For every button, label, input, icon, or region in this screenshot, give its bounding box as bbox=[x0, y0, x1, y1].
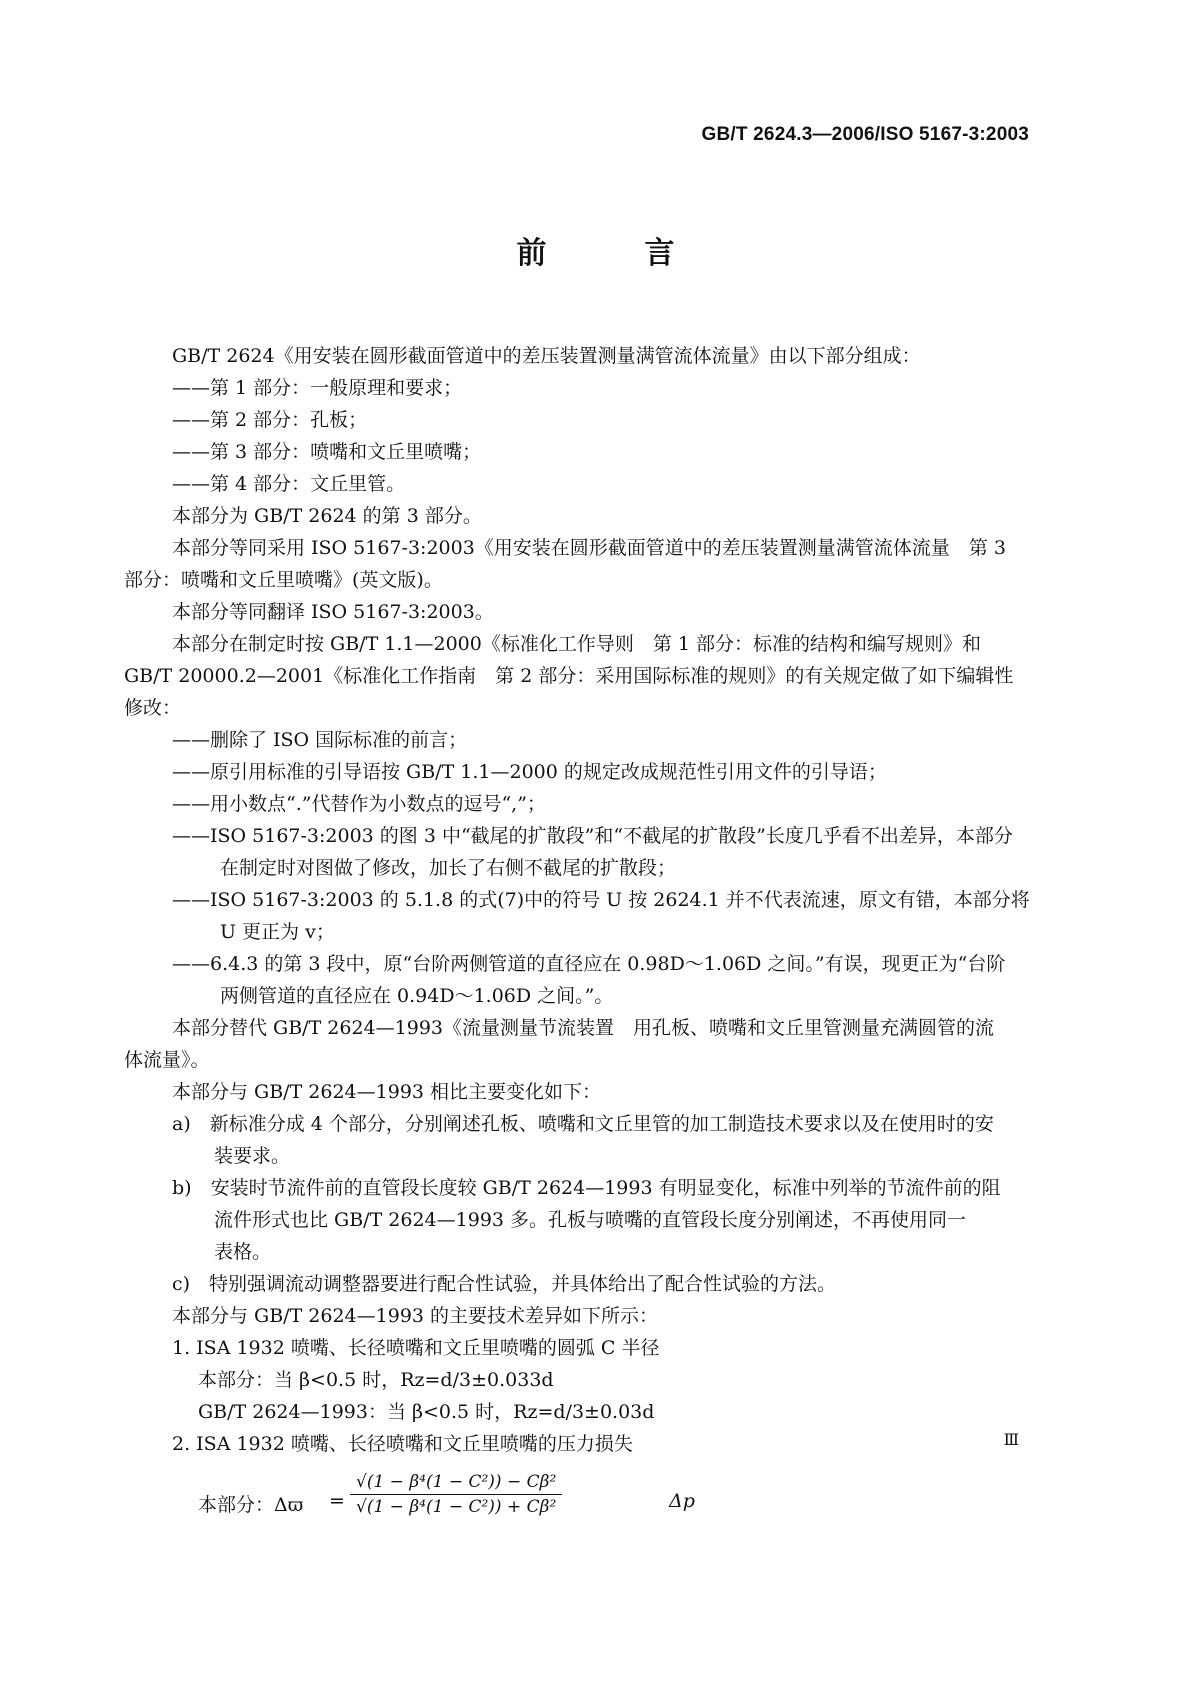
formula-factor: Δp bbox=[669, 1490, 695, 1512]
list-item-continuation: 在制定时对图做了修改，加长了右侧不截尾的扩散段； bbox=[220, 857, 677, 879]
list-item-continuation: 装要求。 bbox=[214, 1145, 291, 1167]
formula-denominator: √(1 − β⁴(1 − C²)) + Cβ² bbox=[356, 1497, 557, 1517]
document-body bbox=[124, 340, 1055, 1544]
list-item: a) 新标准分成 4 个部分，分别阐述孔板、喷嘴和文丘里管的加工制造技术要求以及在使用时的安 bbox=[172, 1113, 994, 1135]
list-item: ——第 2 部分：孔板； bbox=[172, 409, 368, 431]
numbered-item-detail: GB/T 2624—1993：当 β<0.5 时，Rz=d/3±0.03d bbox=[198, 1401, 655, 1423]
list-item: ——ISO 5167-3:2003 的 5.1.8 的式(7)中的符号 U 按 2624.1 并不代表流速，原文有错，本部分将 bbox=[172, 889, 1030, 911]
page-title: 前 言 bbox=[516, 236, 709, 271]
paragraph-continuation: GB/T 20000.2—2001《标准化工作指南 第 2 部分：采用国际标准的规则》的有关规定做了如下编辑性 bbox=[124, 665, 1014, 687]
list-item: ——第 3 部分：喷嘴和文丘里喷嘴； bbox=[172, 441, 482, 463]
list-item-continuation: 表格。 bbox=[214, 1241, 272, 1263]
standard-number: GB/T 2624.3—2006/ISO 5167-3:2003 bbox=[701, 124, 1029, 145]
numbered-item-detail: 本部分：当 β<0.5 时，Rz=d/3±0.033d bbox=[198, 1369, 554, 1391]
list-item-continuation: 两侧管道的直径应在 0.94D～1.06D 之间。”。 bbox=[220, 985, 614, 1007]
paragraph: 本部分与 GB/T 2624—1993 相比主要变化如下： bbox=[172, 1081, 602, 1103]
paragraph-continuation: 部分：喷嘴和文丘里喷嘴》(英文版)。 bbox=[124, 569, 443, 591]
paragraph: 本部分等同翻译 ISO 5167-3:2003。 bbox=[172, 601, 494, 623]
paragraph: GB/T 2624《用安装在圆形截面管道中的差压装置测量满管流体流量》由以下部分组成： bbox=[172, 345, 921, 367]
list-item: ——原引用标准的引导语按 GB/T 1.1—2000 的规定改成规范性引用文件的引导语； bbox=[172, 761, 887, 783]
list-item: ——第 4 部分：文丘里管。 bbox=[172, 473, 406, 495]
formula-fraction bbox=[350, 1472, 562, 1517]
paragraph-continuation: 体流量》。 bbox=[124, 1049, 210, 1071]
numbered-item: 2. ISA 1932 喷嘴、长径喷嘴和文丘里喷嘴的压力损失 bbox=[172, 1433, 633, 1455]
paragraph-continuation: 修改： bbox=[124, 697, 182, 719]
pressure-loss-formula bbox=[124, 1470, 1055, 1544]
formula-numerator: √(1 − β⁴(1 − C²)) − Cβ² bbox=[350, 1472, 562, 1495]
formula-equals: = bbox=[329, 1490, 345, 1512]
page-number: Ⅲ bbox=[1003, 1430, 1019, 1449]
paragraph: 本部分为 GB/T 2624 的第 3 部分。 bbox=[172, 505, 482, 527]
formula-label: 本部分：Δϖ bbox=[198, 1494, 304, 1516]
list-item-continuation: U 更正为 v； bbox=[220, 921, 335, 943]
list-item: c) 特别强调流动调整器要进行配合性试验，并具体给出了配合性试验的方法。 bbox=[172, 1273, 837, 1295]
list-item-continuation: 流件形式也比 GB/T 2624—1993 多。孔板与喷嘴的直管段长度分别阐述，不再使用同一 bbox=[214, 1209, 967, 1231]
list-item: ——6.4.3 的第 3 段中，原“台阶两侧管道的直径应在 0.98D～1.06D 之间。”有误，现更正为“台阶 bbox=[172, 953, 1006, 975]
list-item: ——第 1 部分：一般原理和要求； bbox=[172, 377, 463, 399]
paragraph: 本部分在制定时按 GB/T 1.1—2000《标准化工作导则 第 1 部分：标准的结构和编写规则》和 bbox=[172, 633, 982, 655]
numbered-item: 1. ISA 1932 喷嘴、长径喷嘴和文丘里喷嘴的圆弧 C 半径 bbox=[172, 1337, 660, 1359]
list-item: b) 安装时节流件前的直管段长度较 GB/T 2624—1993 有明显变化，标准中列举的节流件前的阻 bbox=[172, 1177, 1001, 1199]
paragraph: 本部分替代 GB/T 2624—1993《流量测量节流装置 用孔板、喷嘴和文丘里管测量充满圆管的流 bbox=[172, 1017, 995, 1039]
list-item: ——用小数点“.”代替作为小数点的逗号“,”； bbox=[172, 793, 546, 815]
list-item: ——删除了 ISO 国际标准的前言； bbox=[172, 729, 468, 751]
paragraph: 本部分与 GB/T 2624—1993 的主要技术差异如下所示： bbox=[172, 1305, 659, 1327]
paragraph: 本部分等同采用 ISO 5167-3:2003《用安装在圆形截面管道中的差压装置测量满管流体流量 第 3 bbox=[172, 537, 1006, 559]
list-item: ——ISO 5167-3:2003 的图 3 中“截尾的扩散段”和“不截尾的扩散段”长度几乎看不出差异，本部分 bbox=[172, 825, 1013, 847]
